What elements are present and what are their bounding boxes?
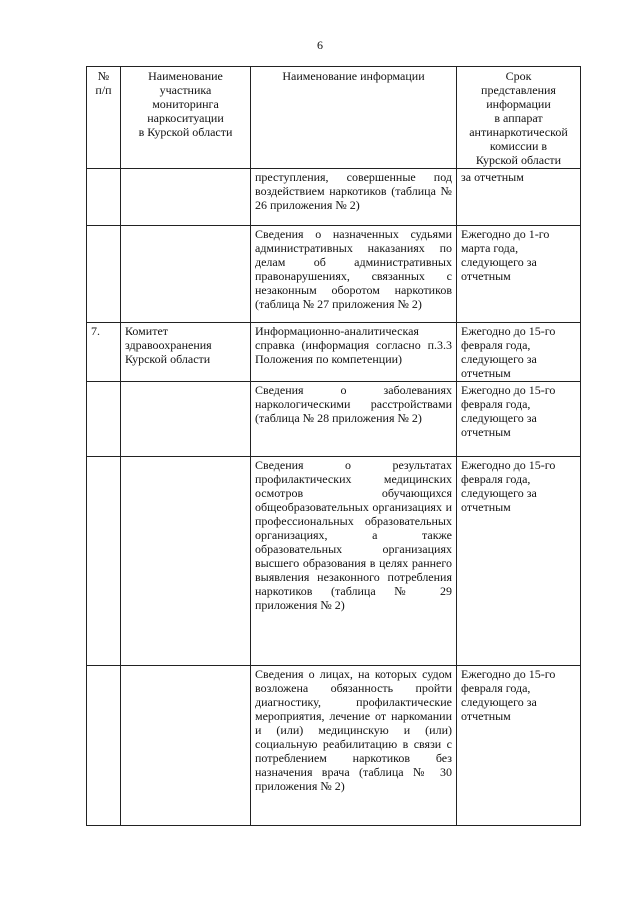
cell-info: Сведения о результатах профилактических медицинских осмотров обучающихся общеобразовательных организациях и профессиональных образовательных организациях, а также образовательных организациях высшего образования в целях раннего выявления незаконного потребления наркотиков (таблица № 29 приложения № 2) (251, 457, 457, 666)
cell-participant (121, 169, 251, 226)
page-number: 6 (317, 38, 323, 52)
table-row (87, 666, 581, 826)
cell-deadline: Ежегодно до 1-го марта года, следующего за отчетным (457, 226, 581, 323)
table-row (87, 169, 581, 226)
cell-num (87, 457, 121, 666)
table-row (87, 457, 581, 666)
cell-participant: Комитет здравоохранения Курской области (121, 323, 251, 382)
table-row (87, 382, 581, 457)
cell-num: 7. (87, 323, 121, 382)
cell-participant (121, 382, 251, 457)
header-num: № п/п (87, 67, 121, 169)
cell-num (87, 169, 121, 226)
header-deadline: Срок представления информации в аппарат антинаркотической комиссии в Курской области (457, 67, 581, 169)
table-row (87, 226, 581, 323)
cell-deadline: Ежегодно до 15-го февраля года, следующего за отчетным (457, 666, 581, 826)
cell-num (87, 666, 121, 826)
table-header-row (87, 67, 581, 169)
cell-info: Сведения о назначенных судьями административных наказаниях по делам об административных правонарушениях, связанных с незаконным оборотом наркотиков (таблица № 27 приложения № 2) (251, 226, 457, 323)
cell-deadline: Ежегодно до 15-го февраля года, следующего за отчетным (457, 323, 581, 382)
cell-info: Сведения о лицах, на которых судом возложена обязанность пройти диагностику, профилактические мероприятия, лечение от наркомании и (или) медицинскую и (или) социальную реабилитацию в связи с потреблением наркотиков без назначения врача (таблица № 30 приложения № 2) (251, 666, 457, 826)
cell-info: Сведения о заболеваниях наркологическими расстройствами (таблица № 28 приложения № 2) (251, 382, 457, 457)
cell-participant (121, 226, 251, 323)
cell-num (87, 382, 121, 457)
cell-participant (121, 666, 251, 826)
monitoring-table (86, 66, 581, 826)
cell-participant (121, 457, 251, 666)
header-participant: Наименование участника мониторинга наркоситуации в Курской области (121, 67, 251, 169)
cell-info: Информационно-аналитическая справка (информация согласно п.3.3 Положения по компетенции) (251, 323, 457, 382)
cell-deadline: за отчетным (457, 169, 581, 226)
cell-deadline: Ежегодно до 15-го февраля года, следующего за отчетным (457, 457, 581, 666)
header-info: Наименование информации (251, 67, 457, 169)
table-row (87, 323, 581, 382)
cell-deadline: Ежегодно до 15-го февраля года, следующего за отчетным (457, 382, 581, 457)
cell-info: преступления, совершенные под воздействием наркотиков (таблица № 26 приложения № 2) (251, 169, 457, 226)
cell-num (87, 226, 121, 323)
